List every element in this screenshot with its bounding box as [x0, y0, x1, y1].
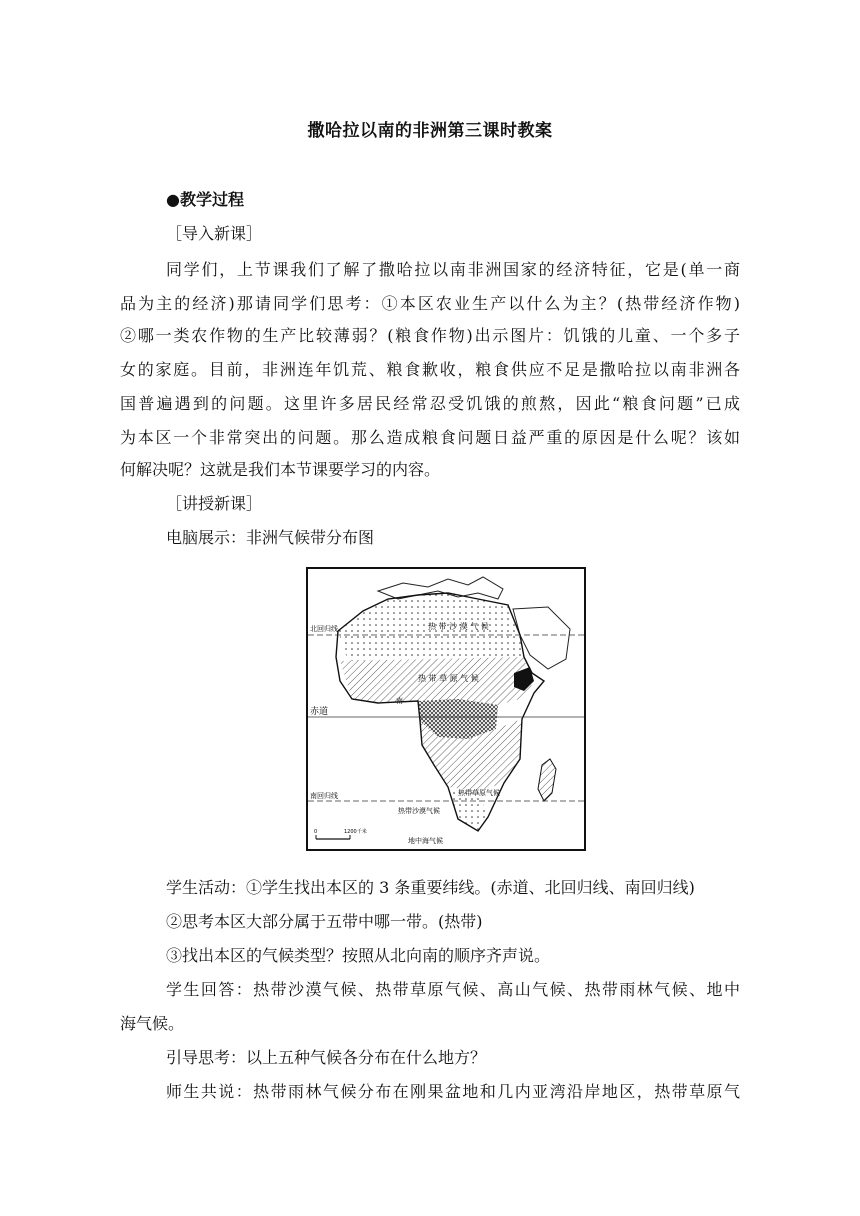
page-title: 撒哈拉以南的非洲第三课时教案 [307, 121, 553, 141]
africa-climate-map [306, 567, 586, 851]
together-line: 师生共说：热带雨林气候分布在刚果盆地和几内亚湾沿岸地区，热带草原气 [166, 1082, 740, 1101]
south-label: 南 [396, 697, 403, 705]
paragraph-line: 何解决呢？这就是我们本节课要学习的内容。 [120, 460, 441, 479]
desert-south-label: 热带沙漠气候 [398, 807, 440, 815]
answer-line: 学生回答：热带沙漠气候、热带草原气候、高山气候、热带雨林气候、地中 [166, 980, 740, 999]
south-tropic-label: 南回归线 [310, 792, 338, 800]
activity-line: ②思考本区大部分属于五带中哪一带。(热带) [166, 912, 483, 931]
guide-line: 引导思考：以上五种气候各分布在什么地方？ [166, 1048, 487, 1067]
computer-display-line: 电脑展示：非洲气候带分布图 [166, 528, 375, 547]
activity-line: ③找出本区的气候类型？按照从北向南的顺序齐声说。 [166, 946, 551, 965]
scale-label: 1200千米 [344, 829, 367, 835]
savanna-south-label: 热带草原气候 [458, 789, 500, 797]
paragraph-line: 为本区一个非常突出的问题。那么造成粮食问题日益严重的原因是什么呢？该如 [120, 428, 740, 447]
answer-line: 海气候。 [120, 1014, 185, 1033]
paragraph-line: 女的家庭。目前，非洲连年饥荒、粮食歉收，粮食供应不足是撒哈拉以南非洲各 [120, 360, 740, 379]
mediterranean-label: 地中海气候 [408, 837, 443, 845]
lecture-label: ［讲授新课］ [166, 494, 263, 513]
paragraph-line: 国普遍遇到的问题。这里许多居民经常忍受饥饿的煎熬，因此“粮食问题”已成 [120, 394, 740, 413]
savanna-label: 热 带 草 原 气 候 [418, 674, 479, 683]
north-tropic-label: 北回归线 [310, 625, 338, 633]
madagascar [538, 759, 556, 801]
paragraph-line: 同学们，上节课我们了解了撒哈拉以南非洲国家的经济特征，它是(单一商 [166, 260, 740, 279]
section-heading: ●教学过程 [166, 190, 244, 209]
activity-line: 学生活动：①学生找出本区的 3 条重要纬线。(赤道、北回归线、南回归线) [166, 878, 695, 897]
paragraph-line: 品为主的经济)那请同学们思考：①本区农业生产以什么为主？(热带经济作物) [120, 294, 740, 313]
scale-zero: 0 [314, 829, 318, 835]
paragraph-line: ②哪一类农作物的生产比较薄弱？(粮食作物)出示图片：饥饿的儿童、一个多子 [120, 326, 740, 345]
intro-label: ［导入新课］ [166, 224, 263, 243]
desert-north-label: 热 带 沙 漠 气 候 [428, 622, 489, 631]
equator-label: 赤道 [310, 707, 329, 717]
